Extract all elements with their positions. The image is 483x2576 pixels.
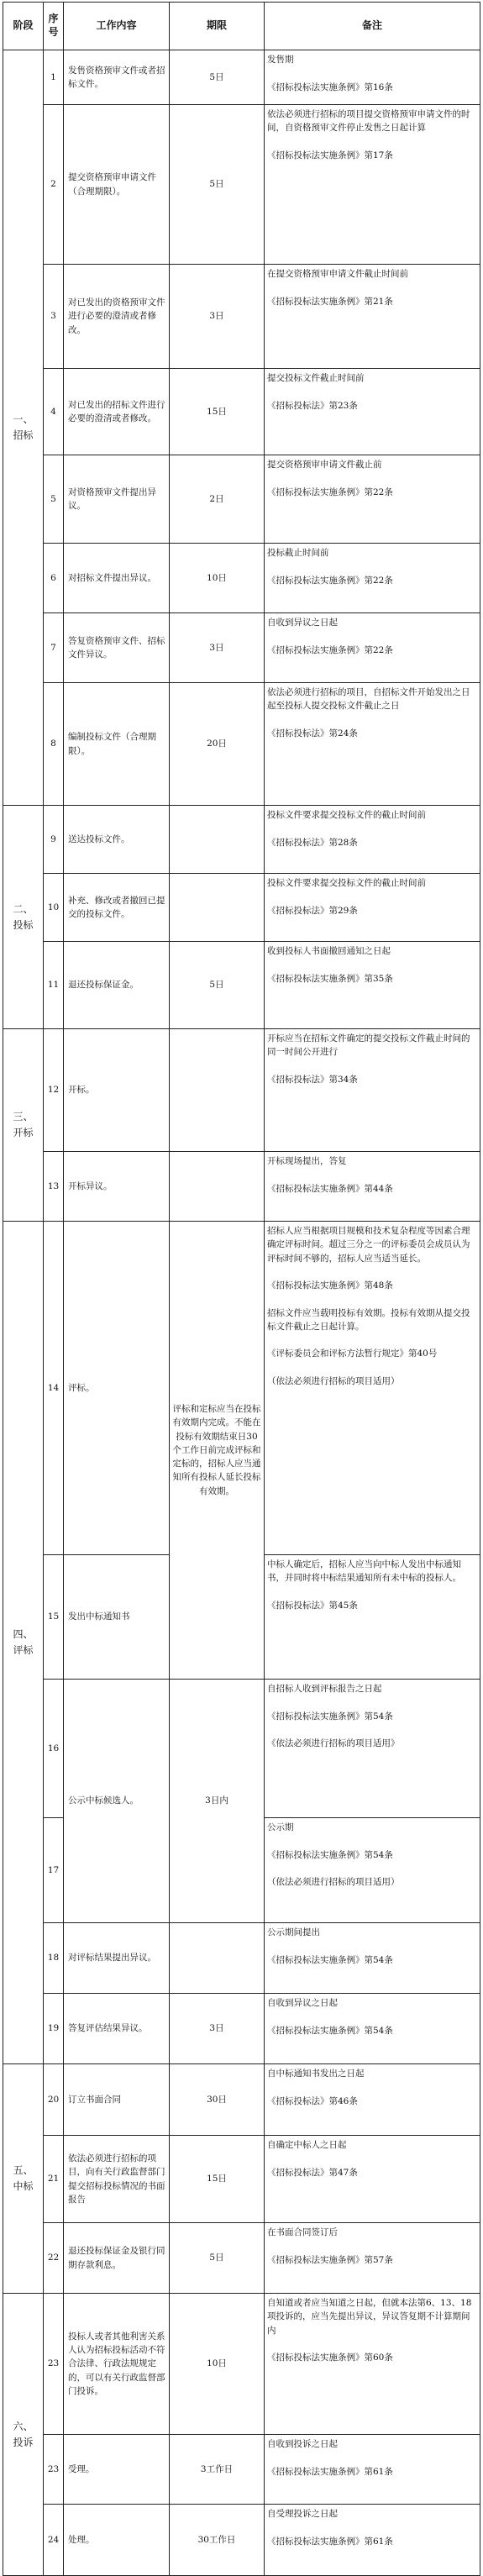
remarks-cell: 开标现场提出，答复 《招标投标法实施条例》第44条 <box>265 1152 480 1222</box>
period-cell <box>170 1923 265 1994</box>
table-row <box>3 2294 480 2435</box>
table-row <box>3 105 480 265</box>
table-row <box>3 50 480 105</box>
period-cell: 10日 <box>170 544 265 613</box>
period-cell: 3工作日 <box>170 2435 265 2505</box>
table-row <box>3 265 480 369</box>
table-row <box>3 544 480 613</box>
period-cell <box>170 1152 265 1222</box>
table-row <box>3 874 480 942</box>
row-number: 9 <box>44 806 64 874</box>
procurement-timeline-table <box>3 2 480 2576</box>
work-content: 对招标文件提出异议。 <box>64 544 170 613</box>
remarks-cell: 自受理投诉之日起 《招标投标法实施条例》第61条 <box>265 2505 480 2576</box>
row-number: 13 <box>44 1152 64 1222</box>
period-cell: 5日 <box>170 105 265 265</box>
work-content: 订立书面合同 <box>64 2064 170 2136</box>
remarks-cell: 在书面合同签订后 《招标投标法实施条例》第57条 <box>265 2223 480 2294</box>
table-row <box>3 369 480 455</box>
table-row <box>3 806 480 874</box>
work-content: 评标。 <box>64 1222 170 1555</box>
work-content: 发售资格预审文件或者招标文件。 <box>64 50 170 105</box>
header-period: 期限 <box>170 3 265 50</box>
header-number: 序号 <box>44 3 64 50</box>
work-content: 对评标结果提出异议。 <box>64 1923 170 1994</box>
period-cell: 30工作日 <box>170 2505 265 2576</box>
work-content: 送达投标文件。 <box>64 806 170 874</box>
stage-cell: 一、 招标 <box>3 50 44 806</box>
row-number: 1 <box>44 50 64 105</box>
period-cell: 30日 <box>170 2064 265 2136</box>
row-number: 23 <box>44 2294 64 2435</box>
stage-cell: 二、 投标 <box>3 806 44 1029</box>
period-cell: 10日 <box>170 2294 265 2435</box>
work-content: 对资格预审文件提出异议。 <box>64 455 170 544</box>
remarks-cell: 投标文件要求提交投标文件的截止时间前 《招标投标法》第29条 <box>265 874 480 942</box>
row-number: 19 <box>44 1994 64 2064</box>
period-cell <box>170 1029 265 1152</box>
row-number: 10 <box>44 874 64 942</box>
work-content: 编制投标文件（合理期限）。 <box>64 683 170 806</box>
row-number: 8 <box>44 683 64 806</box>
period-cell: 3日 <box>170 265 265 369</box>
row-number: 23 <box>44 2435 64 2505</box>
table-row <box>3 1152 480 1222</box>
period-cell: 2日 <box>170 455 265 544</box>
work-content: 补充、修改或者撤回已提交的投标文件。 <box>64 874 170 942</box>
row-number: 15 <box>44 1555 64 1680</box>
table-body <box>3 50 480 2576</box>
remarks-cell: 依法必须进行招标的项目提交资格预审申请文件的时间，自资格预审文件停止发售之日起计算 《招标投标法实施条例》第17条 <box>265 105 480 265</box>
work-content: 答复资格预审文件、招标文件异议。 <box>64 613 170 683</box>
period-cell <box>170 806 265 874</box>
row-number: 3 <box>44 265 64 369</box>
work-content: 开标异议。 <box>64 1152 170 1222</box>
row-number: 18 <box>44 1923 64 1994</box>
remarks-cell: 提交资格预审申请文件截止前 《招标投标法实施条例》第22条 <box>265 455 480 544</box>
period-cell: 5日 <box>170 50 265 105</box>
table-row <box>3 1222 480 1555</box>
remarks-cell: 招标人应当根据项目规模和技术复杂程度等因素合理确定评标时间。超过三分之一的评标委员会成员认为评标时间不够的，招标人应当适当延长。 《招标投标法实施条例》第48条 招标文件应当载明投标有效期。投标有效期从提交投标文件截止之日起计算。 《评标委员会和评标方法暂行规定》第40号 （依法必须进行招标的项目适用） <box>265 1222 480 1555</box>
stage-cell: 五、 中标 <box>3 2064 44 2294</box>
remarks-cell: 自收到异议之日起 《招标投标法实施条例》第22条 <box>265 613 480 683</box>
table-row <box>3 455 480 544</box>
header-remarks: 备注 <box>265 3 480 50</box>
table-row <box>3 2435 480 2505</box>
row-number: 16 <box>44 1680 64 1818</box>
row-number: 11 <box>44 942 64 1029</box>
period-cell: 3日内 <box>170 1680 265 1923</box>
table-row <box>3 1994 480 2064</box>
work-content: 退还投标保证金。 <box>64 942 170 1029</box>
table-row <box>3 1923 480 1994</box>
work-content: 对已发出的招标文件进行必要的澄清或者修改。 <box>64 369 170 455</box>
row-number: 17 <box>44 1818 64 1923</box>
work-content: 开标。 <box>64 1029 170 1152</box>
period-cell: 5日 <box>170 2223 265 2294</box>
row-number: 14 <box>44 1222 64 1555</box>
stage-cell: 三、 开标 <box>3 1029 44 1222</box>
work-content: 退还投标保证金及银行同期存款利息。 <box>64 2223 170 2294</box>
header-stage: 阶段 <box>3 3 44 50</box>
row-number: 20 <box>44 2064 64 2136</box>
remarks-cell: 提交投标文件截止时间前 《招标投标法》第23条 <box>265 369 480 455</box>
period-cell: 3日 <box>170 613 265 683</box>
period-cell: 5日 <box>170 942 265 1029</box>
row-number: 4 <box>44 369 64 455</box>
remarks-cell: 开标应当在招标文件确定的提交投标文件截止时间的同一时间公开进行 《招标投标法》第34条 <box>265 1029 480 1152</box>
remarks-cell: 中标人确定后，招标人应当向中标人发出中标通知书，并同时将中标结果通知所有未中标的投标人。 《招标投标法》第45条 <box>265 1555 480 1680</box>
work-content: 处理。 <box>64 2505 170 2576</box>
table-row <box>3 1029 480 1152</box>
work-content: 发出中标通知书 <box>64 1555 170 1680</box>
work-content: 对已发出的资格预审文件进行必要的澄清或者修改。 <box>64 265 170 369</box>
table-row <box>3 2505 480 2576</box>
row-number: 6 <box>44 544 64 613</box>
work-content: 投标人或者其他利害关系人认为招标投标活动不符合法律、行政法规规定的，可以有关行政监督部门投诉。 <box>64 2294 170 2435</box>
remarks-cell: 自中标通知书发出之日起 《招标投标法》第46条 <box>265 2064 480 2136</box>
row-number: 22 <box>44 2223 64 2294</box>
table-row <box>3 2136 480 2223</box>
row-number: 21 <box>44 2136 64 2223</box>
stage-cell: 四、 评标 <box>3 1222 44 2064</box>
row-number: 24 <box>44 2505 64 2576</box>
remarks-cell: 依法必须进行招标的项目，自招标文件开始发出之日起至投标人提交投标文件截止之日 《招标投标法》第24条 <box>265 683 480 806</box>
row-number: 12 <box>44 1029 64 1152</box>
remarks-cell: 投标文件要求提交投标文件的截止时间前 《招标投标法》第28条 <box>265 806 480 874</box>
work-content: 公示中标候选人。 <box>64 1680 170 1923</box>
remarks-cell: 公示期 《招标投标法实施条例》第54条 （依法必须进行招标的项目适用） <box>265 1818 480 1923</box>
header-content: 工作内容 <box>64 3 170 50</box>
table-row <box>3 683 480 806</box>
table-header-row <box>3 3 480 50</box>
period-cell: 3日 <box>170 1994 265 2064</box>
table-row <box>3 1680 480 1818</box>
document-page <box>3 2 480 2576</box>
table-row <box>3 942 480 1029</box>
work-content: 受理。 <box>64 2435 170 2505</box>
table-row <box>3 2064 480 2136</box>
period-cell: 15日 <box>170 369 265 455</box>
remarks-cell: 自确定中标人之日起 《招标投标法》第47条 <box>265 2136 480 2223</box>
stage-cell: 六、 投诉 <box>3 2294 44 2576</box>
remarks-cell: 公示期间提出 《招标投标法实施条例》第54条 <box>265 1923 480 1994</box>
remarks-cell: 自收到异议之日起 《招标投标法实施条例》第54条 <box>265 1994 480 2064</box>
period-cell: 15日 <box>170 2136 265 2223</box>
table-row <box>3 2223 480 2294</box>
period-cell: 20日 <box>170 683 265 806</box>
row-number: 7 <box>44 613 64 683</box>
table-row <box>3 613 480 683</box>
work-content: 答复评估结果异议。 <box>64 1994 170 2064</box>
remarks-cell: 自收到投诉之日起 《招标投标法实施条例》第61条 <box>265 2435 480 2505</box>
row-number: 5 <box>44 455 64 544</box>
remarks-cell: 投标截止时间前 《招标投标法实施条例》第22条 <box>265 544 480 613</box>
remarks-cell: 在提交资格预审申请文件截止时间前 《招标投标法实施条例》第21条 <box>265 265 480 369</box>
work-content: 依法必须进行招标的项目，向有关行政监督部门提交招标投标情况的书面报告 <box>64 2136 170 2223</box>
remarks-cell: 自招标人收到评标报告之日起 《招标投标法实施条例》第54条 《依法必须进行招标的项目适用》 <box>265 1680 480 1818</box>
period-cell: 评标和定标应当在投标有效期内完成。不能在投标有效期结束日30个工作日前完成评标和定标的，招标人应当通知所有投标人延长投标有效期。 <box>170 1222 265 1680</box>
row-number: 2 <box>44 105 64 265</box>
remarks-cell: 收到投标人书面撤回通知之日起 《招标投标法实施条例》第35条 <box>265 942 480 1029</box>
remarks-cell: 发售期 《招标投标法实施条例》第16条 <box>265 50 480 105</box>
work-content: 提交资格预审申请文件（合理期限）。 <box>64 105 170 265</box>
period-cell <box>170 874 265 942</box>
remarks-cell: 自知道或者应当知道之日起，但就本法第6、13、18项投诉的，应当先提出异议，异议答复期不计算期间内 《招标投标法实施条例》第60条 <box>265 2294 480 2435</box>
